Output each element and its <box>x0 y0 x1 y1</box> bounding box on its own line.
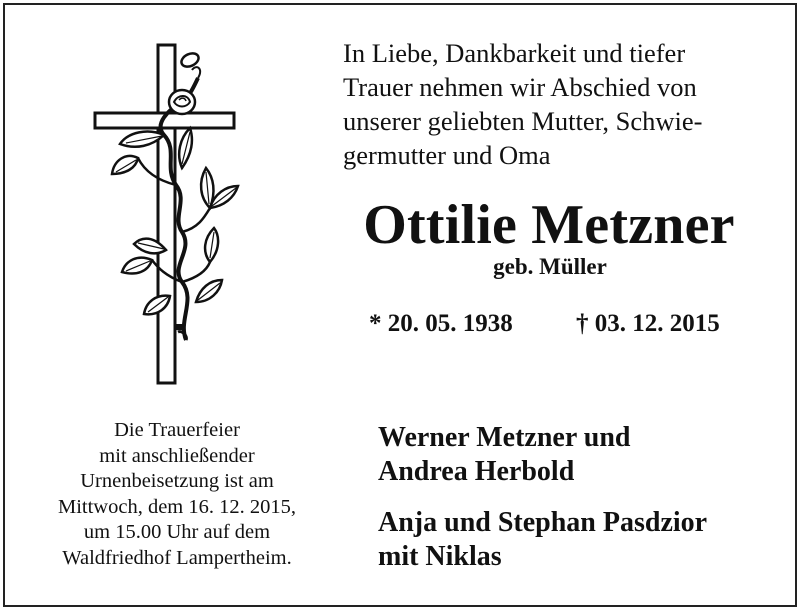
death-date: † 03. 12. 2015 <box>576 310 720 337</box>
family-line: Anja und Stephan Pasdzior <box>378 507 708 538</box>
service-line: Die Trauerfeier <box>114 419 240 441</box>
family-line: Andrea Herbold <box>378 456 575 487</box>
maiden-name: geb. Müller <box>493 254 607 279</box>
cross-with-rose-vine-icon <box>86 40 246 388</box>
intro-line: unserer geliebten Mutter, Schwie- <box>343 106 703 136</box>
intro-text <box>343 36 773 172</box>
service-line: Mittwoch, dem 16. 12. 2015, <box>57 495 296 518</box>
service-line: um 15.00 Uhr auf dem <box>83 521 271 543</box>
family-line: mit Niklas <box>378 541 502 572</box>
deceased-name: Ottilie Metzner <box>363 194 735 256</box>
service-line: mit anschließender <box>99 444 255 467</box>
intro-line: Trauer nehmen wir Abschied von <box>343 72 697 102</box>
family-group-1 <box>378 421 630 489</box>
intro-line: In Liebe, Dankbarkeit und tiefer <box>343 38 686 68</box>
service-line: Urnenbeisetzung ist am <box>80 470 274 492</box>
birth-date: * 20. 05. 1938 <box>369 310 513 337</box>
family-line: Werner Metzner und <box>378 422 631 453</box>
intro-line: germutter und Oma <box>343 140 551 170</box>
family-group-2 <box>378 506 707 574</box>
service-line: Waldfriedhof Lampertheim. <box>62 546 292 569</box>
funeral-service-info <box>24 418 330 571</box>
